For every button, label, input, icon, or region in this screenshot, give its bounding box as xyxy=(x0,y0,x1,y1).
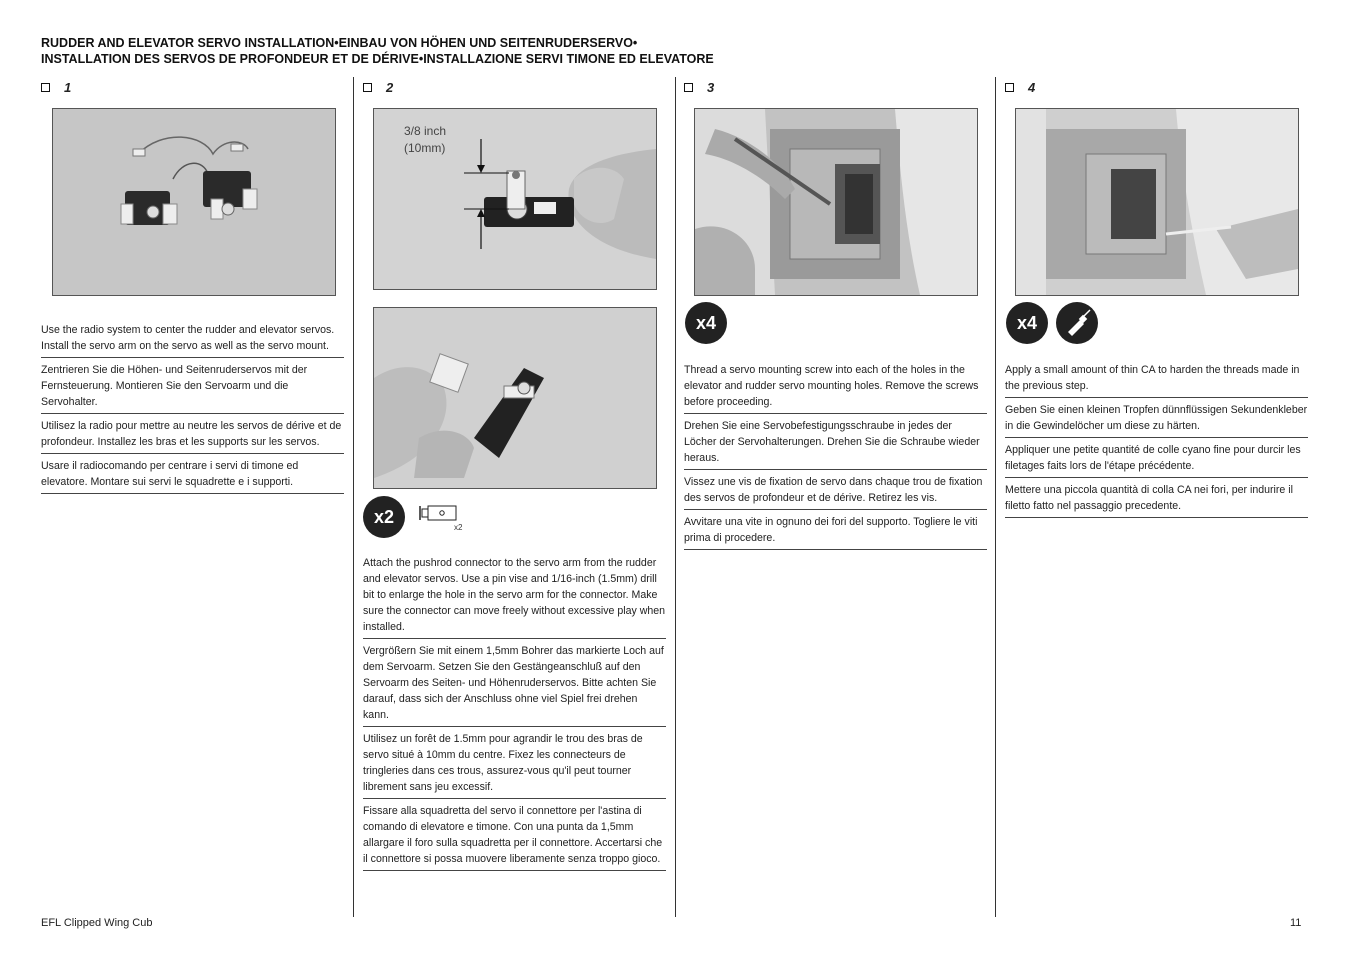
step-number: 3 xyxy=(707,79,715,95)
footer-page-number: 11 xyxy=(1290,917,1302,929)
step-1-instructions xyxy=(41,318,344,494)
step-1-column xyxy=(41,78,344,96)
step-1-header xyxy=(41,78,344,96)
title-line-1: RUDDER AND ELEVATOR SERVO INSTALLATION•EINBAU VON HÖHEN UND SEITENRUDERSERVO• xyxy=(41,36,638,50)
column-divider xyxy=(995,77,996,917)
instruction-de: Geben Sie einen kleinen Tropfen dünnflüssigen Sekundenkleber in die Gewindelöcher um diese zu härten. xyxy=(1005,398,1308,438)
step-4-photo-ca-applied xyxy=(1015,108,1299,296)
instruction-en: Attach the pushrod connector to the servo arm from the rudder and elevator servos. Use a pin vise and 1/16-inch (1.5mm) drill bit to enlarge the hole in the servo arm for the connector. Make sure the connector can move freely without excessive play when installed. xyxy=(363,551,666,639)
connector-count: x2 xyxy=(454,523,463,532)
quantity-badge: x2 xyxy=(363,496,405,538)
title-line-2: INSTALLATION DES SERVOS DE PROFONDEUR ET DE DÉRIVE•INSTALLAZIONE SERVI TIMONE ED ELEVATORE xyxy=(41,52,714,66)
step-4-instructions xyxy=(1005,358,1308,518)
quantity-badge: x4 xyxy=(1006,302,1048,344)
step-2-instructions xyxy=(363,551,666,871)
step-3-header xyxy=(684,78,987,96)
instruction-it: Mettere una piccola quantità di colla CA nei fori, per indurire il filetto fatto nel passaggio precedente. xyxy=(1005,478,1308,518)
column-divider xyxy=(353,77,354,917)
checkbox-icon[interactable] xyxy=(363,83,372,92)
instruction-en: Thread a servo mounting screw into each of the holes in the elevator and rudder servo mounting holes. Remove the screws before proceeding. xyxy=(684,358,987,414)
checkbox-icon[interactable] xyxy=(1005,83,1014,92)
page-title xyxy=(41,35,941,67)
instruction-en: Use the radio system to center the rudder and elevator servos. Install the servo arm on the servo as well as the servo mount. xyxy=(41,318,344,358)
instruction-fr: Utilisez un forêt de 1.5mm pour agrandir le trou des bras de servo situé à 10mm du centre. Fixez les connecteurs de tringleries dans ces trous, assurez-vous qu'il peut tourner librement sans jeu excessif. xyxy=(363,727,666,799)
step-number: 4 xyxy=(1028,79,1036,95)
step-3-column xyxy=(684,78,987,96)
instruction-fr: Vissez une vis de fixation de servo dans chaque trou de fixation des servos de profondeur et de dérive. Retirez les vis. xyxy=(684,470,987,510)
pushrod-connector-icon xyxy=(418,503,463,533)
step-4-column xyxy=(1005,78,1308,96)
checkbox-icon[interactable] xyxy=(684,83,693,92)
quantity-badge: x4 xyxy=(685,302,727,344)
step-3-instructions xyxy=(684,358,987,550)
checkbox-icon[interactable] xyxy=(41,83,50,92)
step-3-photo-fuselage-screws xyxy=(694,108,978,296)
step-4-header xyxy=(1005,78,1308,96)
step-2-photo-servo-arm xyxy=(373,108,657,290)
instruction-de: Vergrößern Sie mit einem 1,5mm Bohrer das markierte Loch auf dem Servoarm. Setzen Sie den Gestängeanschluß auf den Servoarm des Seiten- und Höhenruderservos. Bitte achten Sie darauf, dass sich der Anschluss ohne viel Spiel frei drehen kann. xyxy=(363,639,666,727)
measurement-inch: 3/8 inch xyxy=(404,124,447,138)
footer-product-name: EFL Clipped Wing Cub xyxy=(41,917,153,929)
step-2-photo-connector xyxy=(373,307,657,489)
measurement-label xyxy=(404,123,446,157)
instruction-de: Drehen Sie eine Servobefestigungsschraube in jedes der Löcher der Servohalterungen. Drehen Sie die Schraube wieder heraus. xyxy=(684,414,987,470)
step-number: 1 xyxy=(64,79,72,95)
instruction-it: Avvitare una vite in ognuno dei fori del supporto. Togliere le viti prima di procedere. xyxy=(684,510,987,550)
instruction-en: Apply a small amount of thin CA to harden the threads made in the previous step. xyxy=(1005,358,1308,398)
measurement-mm: (10mm) xyxy=(404,141,446,155)
ca-glue-bottle-icon xyxy=(1056,302,1098,344)
instruction-it: Usare il radiocomando per centrare i servi di timone ed elevatore. Montare sui servi le squadrette e i supporti. xyxy=(41,454,344,494)
instruction-de: Zentrieren Sie die Höhen- und Seitenruderservos mit der Fernsteuerung. Montieren Sie den Servoarm und die Servohalter. xyxy=(41,358,344,414)
instruction-fr: Appliquer une petite quantité de colle cyano fine pour durcir les filetages faits lors de l'étape précédente. xyxy=(1005,438,1308,478)
step-2-header xyxy=(363,78,666,96)
step-number: 2 xyxy=(386,79,394,95)
column-divider xyxy=(675,77,676,917)
step-2-column xyxy=(363,78,666,96)
instruction-fr: Utilisez la radio pour mettre au neutre les servos de dérive et de profondeur. Installez les bras et les supports sur les servos. xyxy=(41,414,344,454)
instruction-it: Fissare alla squadretta del servo il connettore per l'astina di comando di elevatore e timone. Con una punta da 1,5mm allargare il foro sulla squadretta per il connettore. Accertarsi che il connettore si possa muovere liberamente senza troppo gioco. xyxy=(363,799,666,871)
step-1-photo-servos xyxy=(52,108,336,296)
